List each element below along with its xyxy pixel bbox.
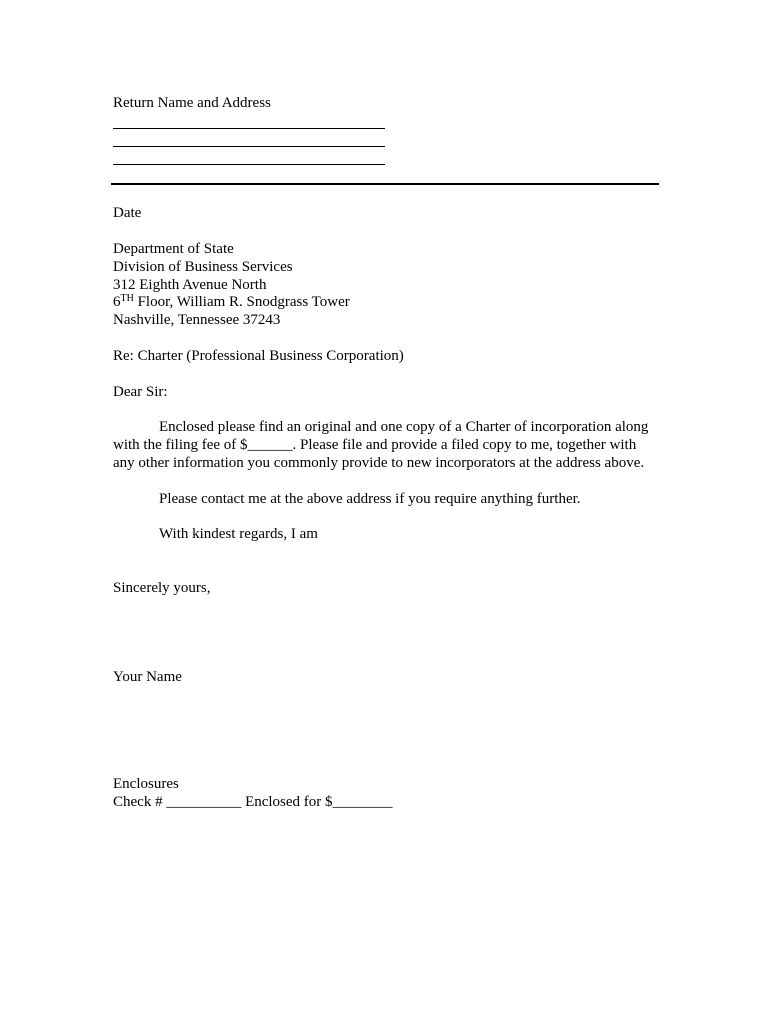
return-address-blank-line-1	[113, 128, 385, 129]
salutation: Dear Sir:	[113, 384, 168, 400]
enclosures-label: Enclosures	[113, 776, 179, 792]
recipient-line-1: Department of State	[113, 241, 234, 257]
return-address-blank-line-2	[113, 146, 385, 147]
closing: Sincerely yours,	[113, 580, 211, 596]
subject-line: Re: Charter (Professional Business Corporation)	[113, 348, 404, 364]
date-label: Date	[113, 205, 142, 221]
return-address-label: Return Name and Address	[113, 95, 271, 111]
floor-building: Floor, William R. Snodgrass Tower	[133, 294, 350, 310]
header-separator	[111, 183, 659, 185]
recipient-line-4	[113, 293, 350, 311]
recipient-line-2: Division of Business Services	[113, 259, 293, 275]
body-paragraph-1-line-3: any other information you commonly provide to new incorporators at the address above.	[113, 455, 645, 471]
floor-number: 6	[113, 294, 121, 310]
recipient-line-3: 312 Eighth Avenue North	[113, 277, 267, 293]
recipient-line-5: Nashville, Tennessee 37243	[113, 312, 281, 328]
floor-superscript: TH	[120, 293, 134, 304]
body-paragraph-1-line-1: Enclosed please find an original and one copy of a Charter of incorporation along	[159, 419, 649, 435]
enclosures-check-line: Check # __________ Enclosed for $________	[113, 794, 393, 810]
body-paragraph-1-line-2: with the filing fee of $______. Please file and provide a filed copy to me, together with	[113, 437, 637, 453]
body-paragraph-3: With kindest regards, I am	[159, 526, 318, 542]
signature-name: Your Name	[113, 669, 182, 685]
body-paragraph-2: Please contact me at the above address if you require anything further.	[159, 491, 581, 507]
return-address-blank-line-3	[113, 164, 385, 165]
